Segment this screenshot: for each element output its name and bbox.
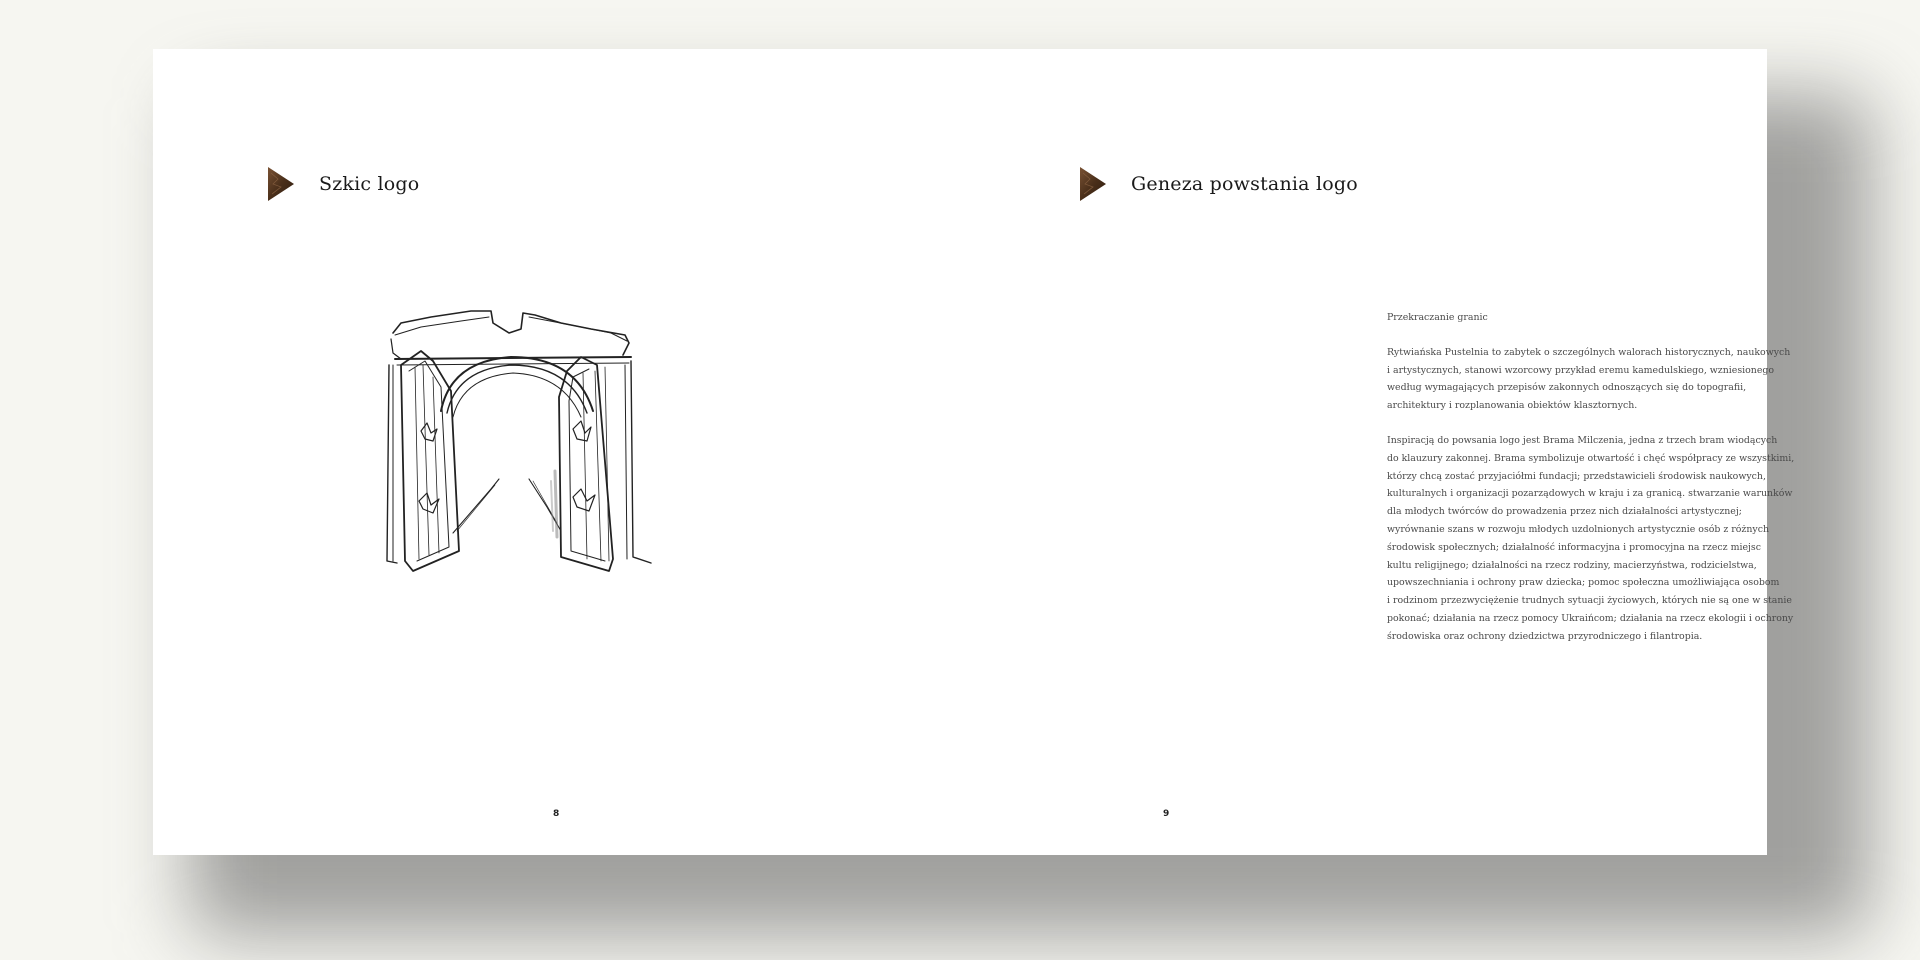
page-number: 8 xyxy=(553,809,560,819)
book-spread xyxy=(153,49,1795,855)
right-heading xyxy=(1080,167,1358,201)
left-heading xyxy=(268,167,419,201)
triangle-play-icon xyxy=(268,167,294,201)
left-page xyxy=(153,49,960,855)
section-subtitle: Przekraczanie granic xyxy=(1387,312,1488,323)
paragraph-1: Rytwiańska Pustelnia to zabytek o szczególnych walorach historycznych, naukowych i artystycznych, stanowi wzorcowy przykład eremu kamedulskiego, wzniesionego według wymagających przepisów zakonnych odnoszących się do topografii, architektury i rozplanowania obiektów klasztornych. xyxy=(1387,346,1791,412)
page-title: Szkic logo xyxy=(319,173,420,195)
gate-sketch-illustration xyxy=(361,261,721,621)
paragraph-2: Inspiracją do powsania logo jest Brama Milczenia, jedna z trzech bram wiodących do klauzury zakonnej. Brama symbolizuje otwartość i chęć współpracy ze wszystkimi, którzy chcą zostać przyjaciółmi fundacji; przedstawicieli środowisk naukowych, kulturalnych i organizacji pozarządowych w kraju i za granicą. stwarzanie warunków dla młodych twórców do prowadzenia przez nich działalności artystycznej; wyrównanie szans w rozwoju młodych uzdolnionych artystycznie osób z różnych środowisk społecznych; działalność informacyjna i promocyjna na rzecz miejsc kultu religijnego; działalności na rzecz rodziny, macierzyństwa, rodzicielstwa, upowszechniania i ochrony praw dziecka; pomoc społeczna umożliwiająca osobom i rodzinom przezwyciężenie trudnych sytuacji życiowych, których nie są one w stanie pokonać; działania na rzecz pomocy Ukraińcom; działania na rzecz ekologii i ochrony środowiska oraz ochrony dziedzictwa przyrodniczego i filantropia. xyxy=(1387,434,1795,642)
triangle-play-icon xyxy=(1080,167,1106,201)
page-number: 9 xyxy=(1163,809,1170,819)
body-text xyxy=(1387,309,1797,663)
page-title: Geneza powstania logo xyxy=(1131,173,1358,195)
right-page xyxy=(960,49,1795,855)
